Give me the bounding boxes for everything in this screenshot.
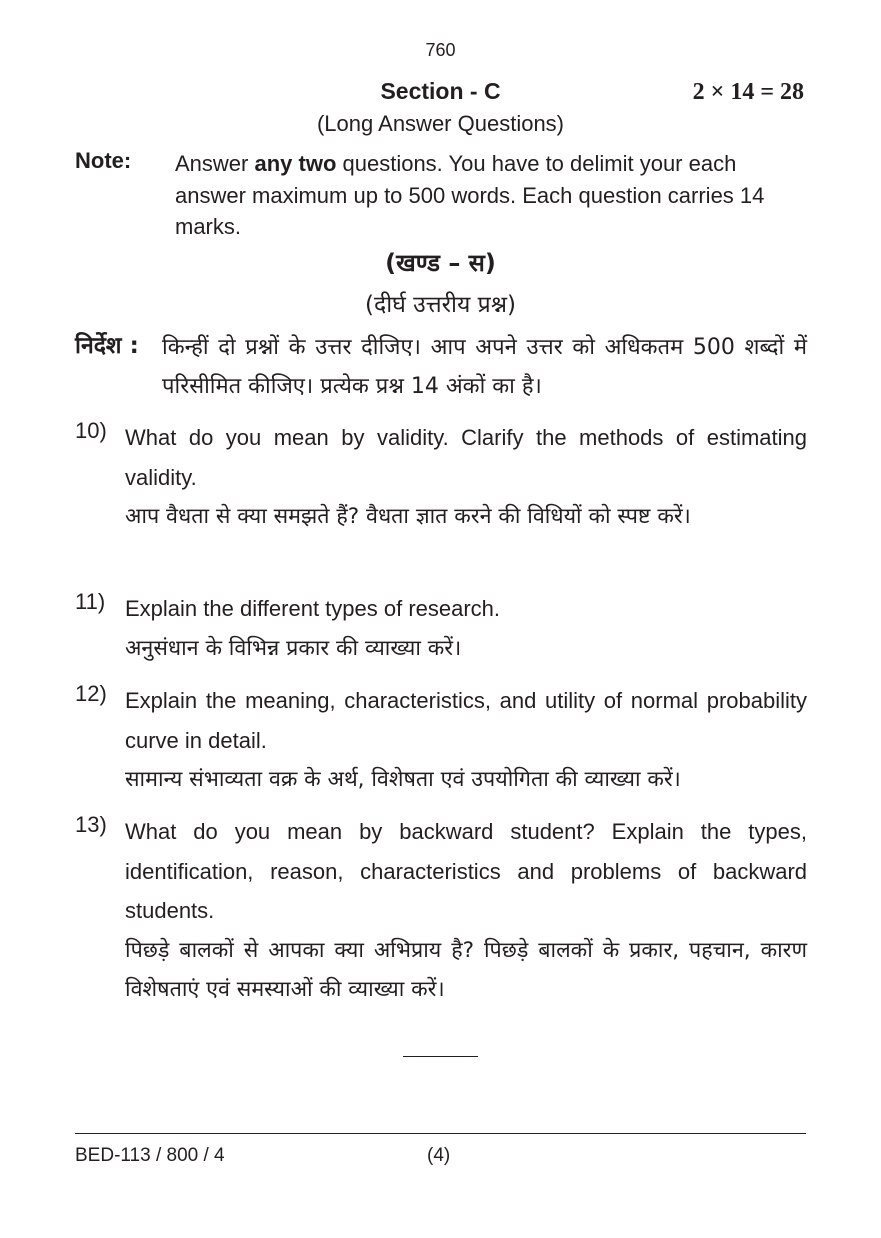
note-bold: any two [254, 151, 337, 176]
section-subtitle: (Long Answer Questions) [316, 111, 565, 136]
question-10 [75, 418, 807, 536]
hindi-section-title: (खण्ड – स) [385, 249, 496, 277]
section-marks: 2 × 14 = 28 [692, 79, 804, 105]
footer-divider [75, 1133, 806, 1134]
question-hindi: आप वैधता से क्या समझते हैं? वैधता ज्ञात करने की विधियों को स्पष्ट करें। [125, 504, 691, 529]
note-text-start: Answer [175, 151, 255, 176]
hindi-note-text: किन्हीं दो प्रश्नों के उत्तर दीजिए। आप अपने उत्तर को अधिकतम 500 शब्दों में परिसीमित कीजिए। प्रत्येक प्रश्न 14 अंकों का है। [162, 335, 807, 399]
note-text-end: questions. You have to delimit your each answer maximum up to 500 words. Each question carries 14 marks. [175, 151, 765, 239]
section-title: Section - C [380, 78, 501, 104]
question-number: 11) [75, 589, 106, 614]
hindi-note-label: निर्देश : [75, 333, 139, 359]
question-number: 13) [75, 812, 107, 837]
question-hindi: पिछड़े बालकों से आपका क्या अभिप्राय है? पिछड़े बालकों के प्रकार, पहचान, कारण विशेषताएं एवं समस्याओं की व्याख्या करें। [125, 937, 807, 1002]
question-hindi: सामान्य संभाव्यता वक्र के अर्थ, विशेषता एवं उपयोगिता की व्याख्या करें। [125, 767, 681, 792]
hindi-section-subtitle: (दीर्घ उत्तरीय प्रश्न) [365, 292, 516, 318]
end-divider [403, 1056, 478, 1057]
note-text [175, 148, 807, 243]
question-number: 12) [75, 681, 107, 706]
question-english: What do you mean by backward student? Explain the types, identification, reason, characteristics and problems of backward students. [125, 819, 807, 923]
question-11 [75, 589, 807, 668]
note-label: Note: [75, 148, 132, 173]
question-english: What do you mean by validity. Clarify the methods of estimating validity. [125, 425, 807, 490]
question-13 [75, 812, 807, 1009]
footer-paper-code: BED-113 / 800 / 4 [75, 1145, 225, 1166]
question-number: 10) [75, 418, 107, 443]
question-12 [75, 681, 807, 799]
question-english: Explain the meaning, characteristics, and utility of normal probability curve in detail. [125, 688, 807, 753]
question-english: Explain the different types of research. [125, 596, 501, 621]
question-hindi: अनुसंधान के विभिन्न प्रकार की व्याख्या करें। [125, 635, 462, 661]
page-number: 760 [425, 40, 456, 60]
footer-page-number: (4) [427, 1145, 451, 1166]
